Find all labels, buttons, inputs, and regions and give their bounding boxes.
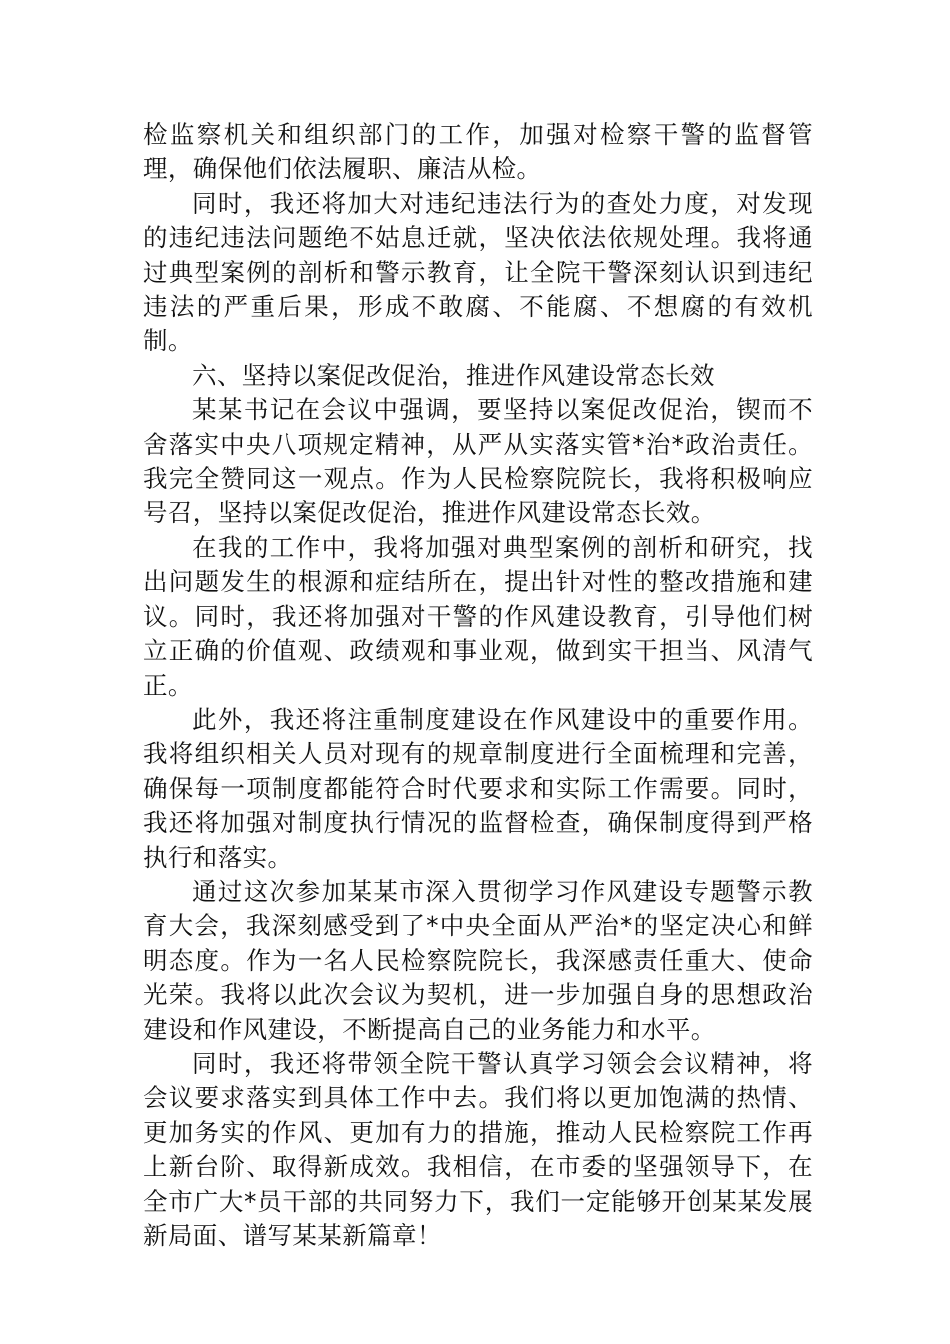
paragraph-discipline-enforcement: 同时，我还将加大对违纪违法行为的查处力度，对发现的违纪违法问题绝不姑息迁就，坚决依法依规处理。我将通过典型案例的剖析和警示教育，让全院干警深刻认识到违纪违法的严重后果，形成不敢腐、不能腐、不想腐的有效机制。: [143, 188, 813, 356]
paragraph-conference-reflection: 通过这次参加某某市深入贯彻学习作风建设专题警示教育大会，我深刻感受到了*中央全面从严治*的坚定决心和鲜明态度。作为一名人民检察院院长，我深感责任重大、使命光荣。我将以此次会议为契机，进一步加强自身的思想政治建设和作风建设，不断提高自己的业务能力和水平。: [143, 876, 813, 1044]
section-heading-six: 六、坚持以案促改促治，推进作风建设常态长效: [192, 360, 715, 390]
paragraph-system-building: 此外，我还将注重制度建设在作风建设中的重要作用。我将组织相关人员对现有的规章制度进行全面梳理和完善，确保每一项制度都能符合时代要求和实际工作需要。同时，我还将加强对制度执行情况的监督检查，确保制度得到严格执行和落实。: [143, 704, 813, 872]
paragraph-secretary-emphasis: 某某书记在会议中强调，要坚持以案促改促治，锲而不舍落实中央八项规定精神，从严从实落实管*治*政治责任。我完全赞同这一观点。作为人民检察院院长，我将积极响应号召，坚持以案促改促治，推进作风建设常态长效。: [143, 395, 813, 528]
paragraph-continuation: 检监察机关和组织部门的工作，加强对检察干警的监督管理，确保他们依法履职、廉洁从检。: [143, 120, 813, 184]
document-body: [143, 118, 813, 1253]
paragraph-closing: 同时，我还将带领全院干警认真学习领会会议精神，将会议要求落实到具体工作中去。我们将以更加饱满的热情、更加务实的作风、更加有力的措施，推动人民检察院工作再上新台阶、取得新成效。我相信，在市委的坚强领导下，在全市广大*员干部的共同努力下，我们一定能够开创某某发展新局面、谱写某某新篇章！: [143, 1048, 813, 1250]
paragraph-case-analysis: 在我的工作中，我将加强对典型案例的剖析和研究，找出问题发生的根源和症结所在，提出针对性的整改措施和建议。同时，我还将加强对干警的作风建设教育，引导他们树立正确的价值观、政绩观和事业观，做到实干担当、风清气正。: [143, 532, 813, 700]
